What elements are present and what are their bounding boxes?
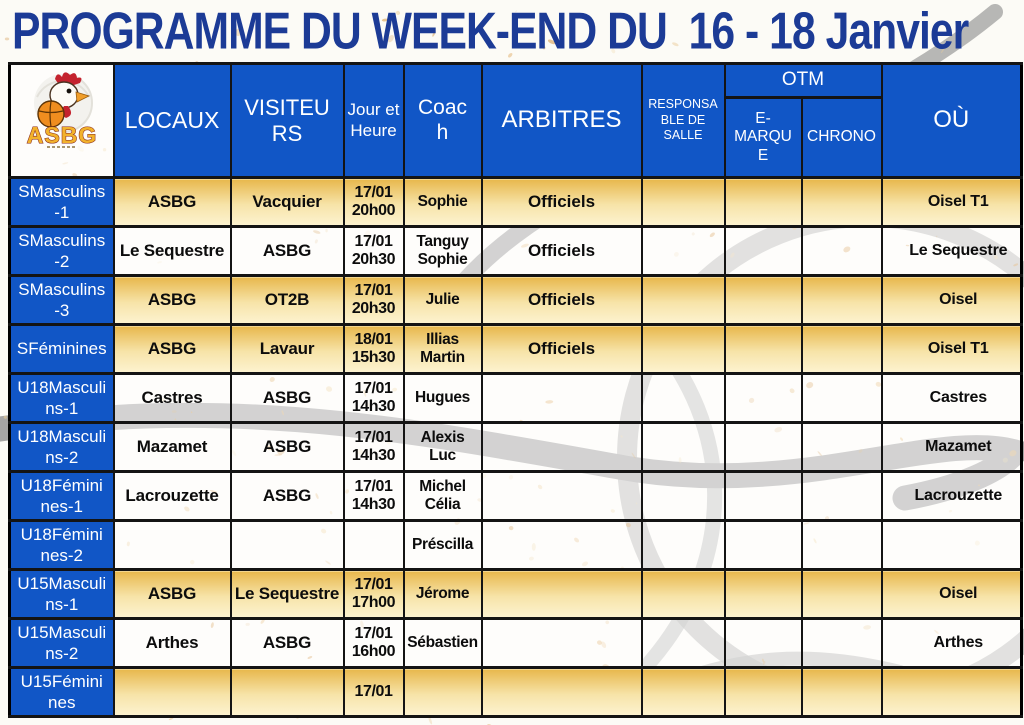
cell-e-marque	[725, 668, 802, 717]
cell-e-marque	[725, 472, 802, 521]
cell-chrono	[802, 276, 882, 325]
row-label: U18Féminines-2	[10, 521, 114, 570]
row-label: SMasculins-2	[10, 227, 114, 276]
row-label: U18Masculins-2	[10, 423, 114, 472]
cell-ou: Arthes	[882, 619, 1022, 668]
cell-visiteurs: ASBG	[231, 374, 344, 423]
cell-coach: Michel Célia	[404, 472, 482, 521]
cell-ou: Oisel	[882, 570, 1022, 619]
cell-arbitres: Officiels	[482, 325, 642, 374]
cell-locaux: Lacrouzette	[114, 472, 231, 521]
cell-responsable	[642, 521, 725, 570]
cell-ou: Oisel	[882, 276, 1022, 325]
table-row	[10, 276, 1022, 325]
col-header-coach: Coach	[404, 64, 482, 178]
cell-chrono	[802, 178, 882, 227]
cell-locaux: ASBG	[114, 325, 231, 374]
cell-responsable	[642, 619, 725, 668]
cell-ou	[882, 668, 1022, 717]
cell-jour-heure: 17/01 20h00	[344, 178, 404, 227]
cell-locaux: Castres	[114, 374, 231, 423]
cell-locaux: Mazamet	[114, 423, 231, 472]
table-row	[10, 668, 1022, 717]
table-row	[10, 472, 1022, 521]
cell-e-marque	[725, 570, 802, 619]
table-row	[10, 521, 1022, 570]
cell-responsable	[642, 227, 725, 276]
row-label: U18Masculins-1	[10, 374, 114, 423]
cell-jour-heure: 17/01 14h30	[344, 374, 404, 423]
cell-locaux: ASBG	[114, 276, 231, 325]
table-row	[10, 570, 1022, 619]
cell-visiteurs: ASBG	[231, 619, 344, 668]
table-row	[10, 227, 1022, 276]
cell-coach: Julie	[404, 276, 482, 325]
cell-e-marque	[725, 325, 802, 374]
cell-jour-heure: 17/01 20h30	[344, 276, 404, 325]
cell-locaux	[114, 521, 231, 570]
col-header-locaux: LOCAUX	[114, 64, 231, 178]
cell-arbitres	[482, 668, 642, 717]
cell-visiteurs: ASBG	[231, 227, 344, 276]
cell-locaux	[114, 668, 231, 717]
cell-e-marque	[725, 276, 802, 325]
page-title: PROGRAMME DU WEEK-END DU 16 - 18 Janvier	[12, 2, 969, 61]
cell-coach: Préscilla	[404, 521, 482, 570]
cell-jour-heure: 17/01 20h30	[344, 227, 404, 276]
cell-e-marque	[725, 423, 802, 472]
cell-responsable	[642, 472, 725, 521]
cell-chrono	[802, 570, 882, 619]
club-logo-cell	[10, 64, 114, 178]
cell-e-marque	[725, 619, 802, 668]
cell-visiteurs: Le Sequestre	[231, 570, 344, 619]
cell-visiteurs: ASBG	[231, 472, 344, 521]
row-label: SMasculins-3	[10, 276, 114, 325]
cell-responsable	[642, 668, 725, 717]
cell-arbitres: Officiels	[482, 227, 642, 276]
cell-ou: Oisel T1	[882, 178, 1022, 227]
table-row	[10, 178, 1022, 227]
cell-chrono	[802, 472, 882, 521]
cell-coach	[404, 668, 482, 717]
cell-visiteurs	[231, 521, 344, 570]
cell-arbitres	[482, 472, 642, 521]
cell-coach: Jérome	[404, 570, 482, 619]
cell-e-marque	[725, 227, 802, 276]
cell-arbitres	[482, 423, 642, 472]
col-header-chrono: CHRONO	[802, 98, 882, 178]
col-header-visiteurs: VISITEURS	[231, 64, 344, 178]
table-row	[10, 423, 1022, 472]
cell-visiteurs: Lavaur	[231, 325, 344, 374]
row-label: SFéminines	[10, 325, 114, 374]
cell-arbitres	[482, 374, 642, 423]
schedule-table	[8, 62, 1023, 718]
cell-locaux: Arthes	[114, 619, 231, 668]
cell-ou: Le Sequestre	[882, 227, 1022, 276]
cell-locaux: ASBG	[114, 570, 231, 619]
cell-jour-heure: 18/01 15h30	[344, 325, 404, 374]
cell-responsable	[642, 423, 725, 472]
cell-visiteurs	[231, 668, 344, 717]
cell-arbitres: Officiels	[482, 276, 642, 325]
cell-responsable	[642, 178, 725, 227]
cell-arbitres: Officiels	[482, 178, 642, 227]
cell-responsable	[642, 374, 725, 423]
cell-ou: Lacrouzette	[882, 472, 1022, 521]
cell-chrono	[802, 374, 882, 423]
cell-coach: Hugues	[404, 374, 482, 423]
cell-ou: Mazamet	[882, 423, 1022, 472]
table-row	[10, 619, 1022, 668]
cell-jour-heure: 17/01 14h30	[344, 423, 404, 472]
cell-chrono	[802, 521, 882, 570]
cell-jour-heure: 17/01 17h00	[344, 570, 404, 619]
cell-jour-heure: 17/01	[344, 668, 404, 717]
cell-arbitres	[482, 619, 642, 668]
cell-jour-heure: 17/01 14h30	[344, 472, 404, 521]
cell-jour-heure: 17/01 16h00	[344, 619, 404, 668]
cell-chrono	[802, 668, 882, 717]
cell-responsable	[642, 570, 725, 619]
cell-chrono	[802, 423, 882, 472]
cell-visiteurs: ASBG	[231, 423, 344, 472]
cell-ou: Oisel T1	[882, 325, 1022, 374]
col-header-arbitres: ARBITRES	[482, 64, 642, 178]
cell-coach: Illias Martin	[404, 325, 482, 374]
cell-arbitres	[482, 570, 642, 619]
row-label: U15Masculins-1	[10, 570, 114, 619]
col-header-e-marque: E-MARQUE	[725, 98, 802, 178]
row-label: U15Masculins-2	[10, 619, 114, 668]
cell-responsable	[642, 276, 725, 325]
cell-chrono	[802, 227, 882, 276]
cell-e-marque	[725, 521, 802, 570]
col-header-jour-heure: Jour et Heure	[344, 64, 404, 178]
cell-coach: Sophie	[404, 178, 482, 227]
cell-visiteurs: OT2B	[231, 276, 344, 325]
asbg-rooster-logo	[17, 67, 107, 153]
col-header-ou: OÙ	[882, 64, 1022, 178]
cell-e-marque	[725, 178, 802, 227]
cell-coach: Sébastien	[404, 619, 482, 668]
table-row	[10, 325, 1022, 374]
cell-chrono	[802, 325, 882, 374]
cell-arbitres	[482, 521, 642, 570]
row-label: U18Féminines-1	[10, 472, 114, 521]
cell-coach: Tanguy Sophie	[404, 227, 482, 276]
col-header-otm: OTM	[725, 64, 882, 98]
row-label: SMasculins-1	[10, 178, 114, 227]
row-label: U15Féminines	[10, 668, 114, 717]
cell-jour-heure	[344, 521, 404, 570]
cell-locaux: Le Sequestre	[114, 227, 231, 276]
cell-ou	[882, 521, 1022, 570]
cell-locaux: ASBG	[114, 178, 231, 227]
cell-coach: Alexis Luc	[404, 423, 482, 472]
table-row	[10, 374, 1022, 423]
cell-e-marque	[725, 374, 802, 423]
header-row	[10, 64, 1022, 98]
cell-ou: Castres	[882, 374, 1022, 423]
cell-visiteurs: Vacquier	[231, 178, 344, 227]
col-header-responsable: RESPONSABLE DE SALLE	[642, 64, 725, 178]
cell-chrono	[802, 619, 882, 668]
club-logo-text: ASBG	[26, 122, 97, 148]
cell-responsable	[642, 325, 725, 374]
